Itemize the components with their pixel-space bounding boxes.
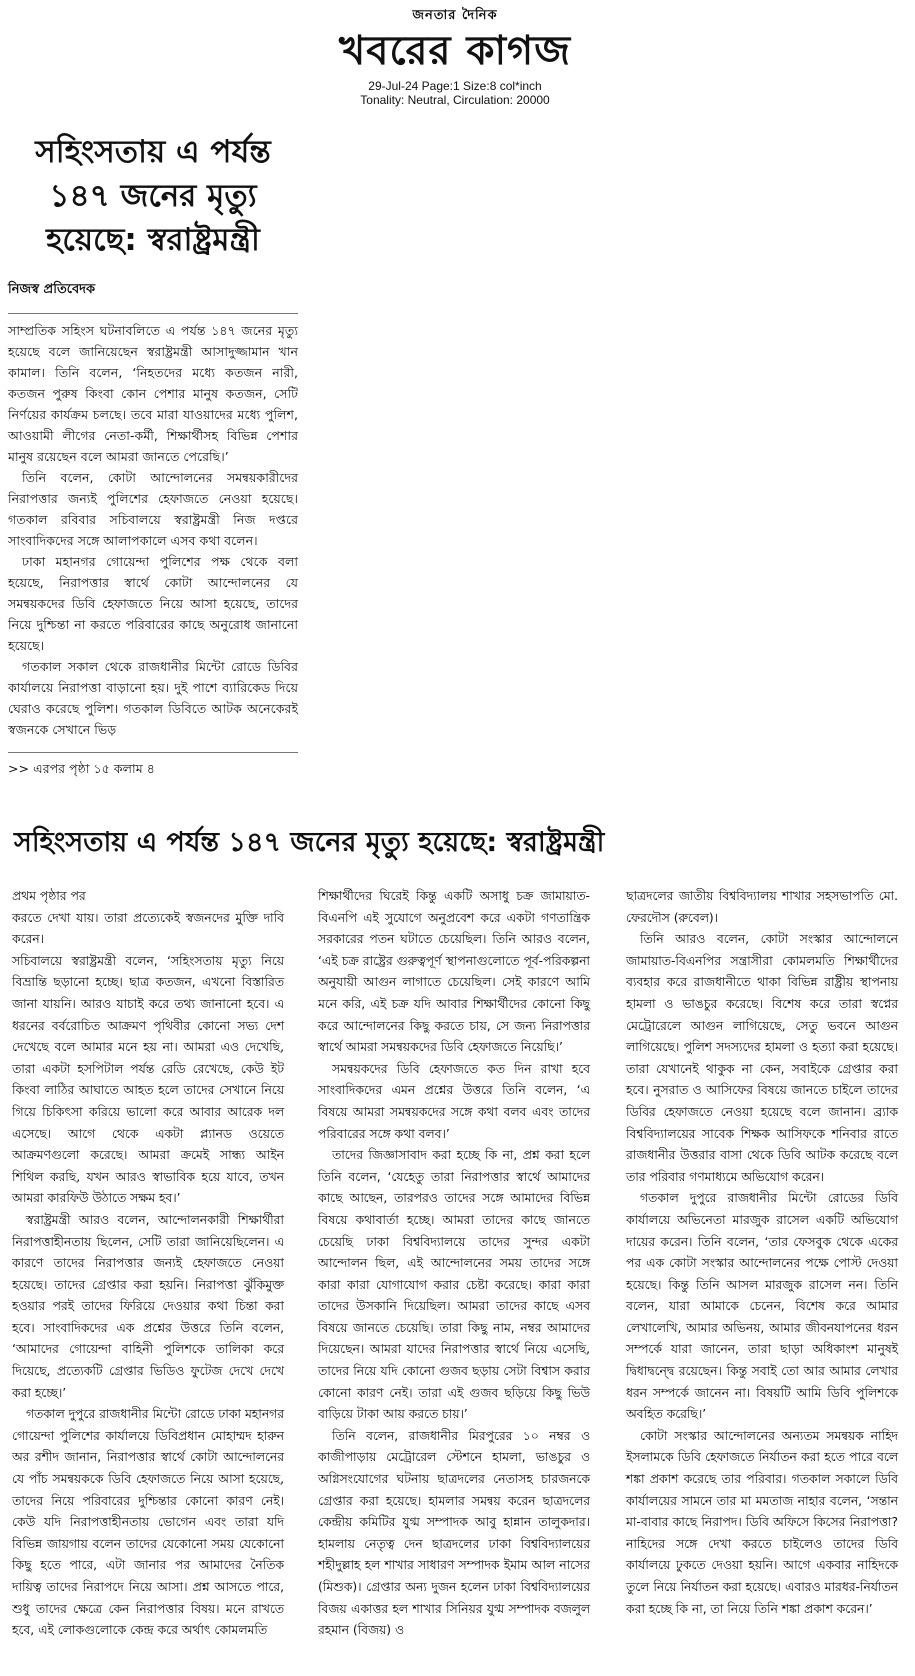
article-column-2 bbox=[318, 886, 590, 1642]
column-paragraph: তিনি বলেন, রাজধানীর মিরপুরের ১০ নম্বর ও কাজীপাড়ায় মেট্রোরেল স্টেশনে হামলা, ভাঙচুর ও অগ্নিসংযোগের ঘটনায় ছাত্রদলের নেতাসহ চারজনকে গ্রেপ্তার করা হয়েছে। হামলার সমন্বয় করেন ছাত্রদলের কেন্দ্রীয় কমিটির যুগ্ম সম্পাদক আবু হান্নান তালুকদার। হামলায় নেতৃত্ব দেন ছাত্রদলের ঢাকা বিশ্ববিদ্যালয়ের শহীদুল্লাহ হল শাখার সাধারণ সম্পাদক ইমাম আল নাসের (মিশুক)। গ্রেপ্তার অন্য দুজন হলেন ঢাকা বিশ্ববিদ্যালয়ের বিজয় একাত্তর হল শাখার সিনিয়র যুগ্ম সম্পাদক বজলুল রহমান (বিজয়) ও bbox=[318, 1428, 590, 1638]
column-paragraph: কোটা সংস্কার আন্দোলনের অন্যতম সমন্বয়ক নাহিদ ইসলামকে ডিবি হেফাজতে নির্যাতন করা হতে পারে বলে শঙ্কা প্রকাশ করেছে তার পরিবার। গতকাল সকালে ডিবি কার্যালয়ের সামনে তার মা মমতাজ নাহার বলেন, ‘সন্তান মা-বাবার কাছে নিরাপদ। ডিবি অফিসে কিসের নিরাপত্তা? নাহিদের সঙ্গে দেখা করতে চাইলেও তাদের ডিবি কার্যালয়ে ঢুকতে দেওয়া হয়নি। আগে একবার নাহিদকে তুলে নিয়ে নির্যাতন করা হয়েছে। এবারও মারধর-নির্যাতন করা হচ্ছে কি না, তা নিয়ে তিনি শঙ্কা প্রকাশ করেন।’ bbox=[626, 1428, 898, 1616]
front-paragraph: সাম্প্রতিক সহিংস ঘটনাবলিতে এ পর্যন্ত ১৪৭ জনের মৃত্যু হয়েছে বলে জানিয়েছেন স্বরাষ্ট্রমন্ত্রী আসাদুজ্জামান খান কামাল। তিনি বলেন, ‘নিহতদের মধ্যে কতজন নারী, কতজন পুরুষ কিংবা কোন পেশার মানুষ কতজন, সেটি নির্ণয়ের কার্যক্রম চলছে। তবে মারা যাওয়াদের মধ্যে পুলিশ, আওয়ামী লীগের নেতা-কর্মী, শিক্ষার্থীসহ বিভিন্ন পেশার মানুষ রয়েছেন বলে আমরা জানতে পেরেছি।’ bbox=[8, 323, 298, 464]
front-paragraph: তিনি বলেন, কোটা আন্দোলনের সমন্বয়কারীদের নিরাপত্তার জন্যই পুলিশের হেফাজতে নেওয়া হয়েছে। গতকাল রবিবার সচিবালয়ে স্বরাষ্ট্রমন্ত্রী নিজ দপ্তরে সাংবাদিকদের সঙ্গে আলাপকালে এসব কথা বলেন। bbox=[8, 470, 298, 548]
divider bbox=[8, 752, 298, 753]
inside-headline: সহিংসতায় এ পর্যন্ত ১৪৭ জনের মৃত্যু হয়েছে: স্বরাষ্ট্রমন্ত্রী bbox=[14, 827, 605, 858]
column-paragraph: তিনি আরও বলেন, কোটা সংস্কার আন্দোলনে জামায়াত-বিএনপির সন্ত্রাসীরা কোমলমতি শিক্ষার্থীদের ব্যবহার করে রাজধানীতে থাকা বিভিন্ন রাষ্ট্রীয় স্থাপনায় হামলা ও ভাঙচুর করেছে। বিশেষ করে তারা স্বপ্নের মেট্রোরেলে আগুন লাগিয়েছে, সেতু ভবনে আগুন লাগিয়েছে। পুলিশ সদস্যদের হামলা ও হত্যা করা হয়েছে। তারা যেখানেই থাকুক না কেন, সবাইকে গ্রেপ্তার করা হবে। নুসরাত ও আসিফের বিষয়ে জানতে চাইলে তাদের ডিবির হেফাজতে নেওয়া হয়েছে বলে জানান। ব্র্যাক বিশ্ববিদ্যালয়ের সাবেক শিক্ষক আসিফকে শনিবার রাতে রাজধানীর উত্তরার বাসা থেকে ডিবি আটক করেছে বলে তার পরিবার গণমাধ্যমে অভিযোগ করেন। bbox=[626, 932, 898, 1184]
column-paragraph: তাদের জিজ্ঞাসাবাদ করা হচ্ছে কি না, প্রশ্ন করা হলে তিনি বলেন, ‘যেহেতু তারা নিরাপত্তার স্বার্থে আমাদের কাছে আছেন, তারপরও তাদের সঙ্গে আমাদের বিভিন্ন বিষয়ে কথাবার্তা হচ্ছে। আমরা তাদের কাছে জানতে চেয়েছি ঢাকা বিশ্ববিদ্যালয়ে তাদের সুন্দর একটা আন্দোলন ছিল, এই আন্দোলনের সময় তাদের সঙ্গে কারা কারা যোগাযোগ করার চেষ্টা করেছে। কারা কারা তাদের উসকানি দিয়েছিল। আমরা তাদের কাছে এসব বিষয়ে জানতে চেয়েছি। তারা কিছু নাম, নম্বর আমাদের দিয়েছেন। আমরা যাদের নিরাপত্তার স্বার্থে নিয়ে এসেছি, তাদের নিয়ে যদি কোনো গুজব ছড়ায় সেটা বিশ্বাস করার কোনো কারণ নেই। তারা এই গুজব ছড়িয়ে কিছু ভিউ বাড়িয়ে টাকা আয় করতে চায়।’ bbox=[318, 1148, 590, 1422]
article-column-3 bbox=[626, 886, 898, 1620]
column-paragraph: সমন্বয়কদের ডিবি হেফাজতে কত দিন রাখা হবে সাংবাদিকদের এমন প্রশ্নের উত্তরে তিনি বলেন, ‘এ বিষয়ে আমরা সমন্বয়কদের সঙ্গে কথা বলব এবং তাদের পরিবারের সঙ্গে কথা বলব।’ bbox=[318, 1061, 590, 1141]
column-paragraph: ছাত্রদলের জাতীয় বিশ্ববিদ্যালয় শাখার সহসভাপতি মো. ফেরদৌস (রুবেল)। bbox=[626, 889, 898, 925]
column-paragraph: করতে দেখা যায়। তারা প্রত্যেকেই স্বজনদের মুক্তি দাবি করেন। bbox=[12, 910, 284, 947]
column-paragraph: গতকাল দুপুরে রাজধানীর মিন্টো রোডের ডিবি কার্যালয়ে অভিনেতা মারজুক রাসেল একটি অভিযোগ দায়ের করেন। তিনি বলেন, ‘তার ফেসবুক থেকে একের পর এক কোটা সংস্কার আন্দোলনের পক্ষে পোস্ট দেওয়া হয়েছে। কিন্তু তিনি আসল মারজুক রাসেল নন। তিনি বলেন, যারা আমাকে চেনেন, বিশেষ করে আমার লেখালেখি, আমার অভিনয়, আমার জীবনযাপনের ধরন সম্পর্কে যারা জানেন, তারা ছাড়া অধিকাংশ মানুষই দ্বিধাদ্বন্দ্বে রয়েছেন। কিন্তু সবাই তো আর আমার লেখার ধরন সম্পর্কে জানেন না। বিষয়টি আমি ডিবি পুলিশকে অবহিত করেছি।’ bbox=[626, 1191, 898, 1422]
byline: নিজস্ব প্রতিবেদক bbox=[8, 282, 96, 297]
front-paragraph: গতকাল সকাল থেকে রাজধানীর মিন্টো রোডে ডিবির কার্যালয়ে নিরাপত্তা বাড়ানো হয়। দুই পাশে ব্যারিকেড দিয়ে ঘেরাও করেছে পুলিশ। গতকাল ডিবিতে আটক অনেকেরই স্বজনকে সেখানে ভিড় bbox=[8, 659, 298, 737]
front-headline: সহিংসতায় এ পর্যন্ত ১৪৭ জনের মৃত্যু হয়েছে: স্বরাষ্ট্রমন্ত্রী bbox=[35, 134, 271, 258]
column-paragraph: স্বরাষ্ট্রমন্ত্রী আরও বলেন, আন্দোলনকারী শিক্ষার্থীরা নিরাপত্তাহীনতায় ছিলেন, সেটি তারা জানিয়েছিলেন। এ কারণে তাদের নিরাপত্তার জন্যই হেফাজতে নেওয়া হয়েছে। তাদের গ্রেপ্তার করা হয়নি। নিরাপত্তা ঝুঁকিমুক্ত হওয়ার পরই তাদের ফিরিয়ে দেওয়ার কথা চিন্তা করা হবে। সাংবাদিকদের এক প্রশ্নের উত্তরে তিনি বলেন, ‘আমাদের গোয়েন্দা বাহিনী পুলিশকে তালিকা করে দিয়েছে, প্রত্যেকটি গ্রেপ্তার ভিডিও ফুটেজ দেখে দেখে করা হচ্ছে।’ bbox=[12, 1212, 284, 1400]
front-paragraph: ঢাকা মহানগর গোয়েন্দা পুলিশের পক্ষ থেকে বলা হয়েছে, নিরাপত্তার স্বার্থে কোটা আন্দোলনের যে সমন্বয়কদের ডিবি হেফাজতে নিয়ে আসা হয়েছে, তাদের নিয়ে দুশ্চিন্তা না করতে পরিবারের কাছে অনুরোধ জানানো হয়েছে। bbox=[8, 554, 298, 653]
clipping-meta-date: 29-Jul-24 Page:1 Size:8 col*inch bbox=[368, 79, 542, 93]
front-page-article bbox=[8, 130, 298, 781]
column-paragraph: গতকাল দুপুরে রাজধানীর মিন্টো রোডে ঢাকা মহানগর গোয়েন্দা পুলিশের কার্যালয়ে ডিবিপ্রধান মোহাম্মদ হারুন অর রশীদ জানান, নিরাপত্তার স্বার্থে কোটা আন্দোলনের যে পাঁচ সমন্বয়ককে ডিবি হেফাজতে নিয়ে আসা হয়েছে, তাদের নিয়ে পরিবারের দুশ্চিন্তার কোনো কারণ নেই। কেউ যদি নিরাপত্তাহীনতায় ভোগেন এবং তারা যদি বিভিন্ন জায়গায় বলেন তাদের যেকোনো সময় যেকোনো কিছু হতে পারে, এটা জানার পর আমাদের নৈতিক দায়িত্ব তাদের নিরাপদে নিয়ে আসা। প্রশ্ন আসতে পারে, শুধু তাদের ক্ষেত্রে কেন নিরাপত্তার বিষয়। মনে রাখতে হবে, এই লোকগুলোকে কেন্দ্র করে অর্থাৎ কোমলমতি bbox=[12, 1407, 284, 1638]
column-paragraph: সচিবালয়ে স্বরাষ্ট্রমন্ত্রী বলেন, ‘সহিংসতায় মৃত্যু নিয়ে বিভ্রান্তি ছড়ানো হচ্ছে। ছাত্র কতজন, এখনো বিস্তারিত জানা যায়নি। আরও যাচাই করে তথ্য জানানো হবে। এ ধরনের বর্বরোচিত আক্রমণ পৃথিবীর কোনো সভ্য দেশ দেখেছে বলে আমার মনে হয় না। আমরা এও দেখেছি, তারা একটা হসপিটাল পর্যন্ত রেডি রেখেছে, কেউ ইট কিংবা লাঠির আঘাতে আহত হলে তাদের সেখানে নিয়ে গিয়ে চিকিৎসা করিয়ে ভালো করে আবার আরেক দল এসেছে। আগে থেকে একটা প্ল্যানড ওয়েতে আক্রমণগুলো করেছে। আমরা ক্রমেই সান্ধ্য আইন শিথিল করছি, যখন আরও স্বাভাবিক হয়ে যাবে, তখন আমরা কারফিউ উঠাতে সক্ষম হব।’ bbox=[12, 953, 284, 1206]
masthead-tagline: জনতার দৈনিক bbox=[412, 8, 498, 23]
clipping-meta-circulation: Tonality: Neutral, Circulation: 20000 bbox=[360, 93, 550, 107]
continuation-jump: >> এরপর পৃষ্ঠা ১৫ কলাম ৪ bbox=[8, 761, 155, 776]
newspaper-name: খবরের কাগজ bbox=[338, 28, 572, 74]
article-column-1 bbox=[12, 886, 284, 1642]
masthead bbox=[300, 6, 610, 107]
column-paragraph: শিক্ষার্থীদের ঘিরেই কিন্তু একটি অসাধু চক্র জামায়াত-বিএনপি এই সুযোগে অনুপ্রবেশ করে একটা গণতান্ত্রিক সরকারের পতন ঘটাতে চেয়েছিল। তিনি আরও বলেন, ‘এই চক্র রাষ্ট্রের গুরুত্বপূর্ণ স্থাপনাগুলোতে পূর্ব-পরিকল্পনা অনুযায়ী আগুন লাগাতে চেয়েছিল। সেই কারণে আমি মনে করি, এই চক্র যদি আবার শিক্ষার্থীদের কোনো কিছু করে আন্দোলনের কিছু করতে চায়, সে জন্য নিরাপত্তার স্বার্থে আমরা সমন্বয়কদের ডিবি হেফাজতে নিয়েছি।’ bbox=[318, 889, 590, 1055]
continued-label: প্রথম পৃষ্ঠার পর bbox=[12, 889, 86, 903]
divider bbox=[8, 313, 298, 314]
